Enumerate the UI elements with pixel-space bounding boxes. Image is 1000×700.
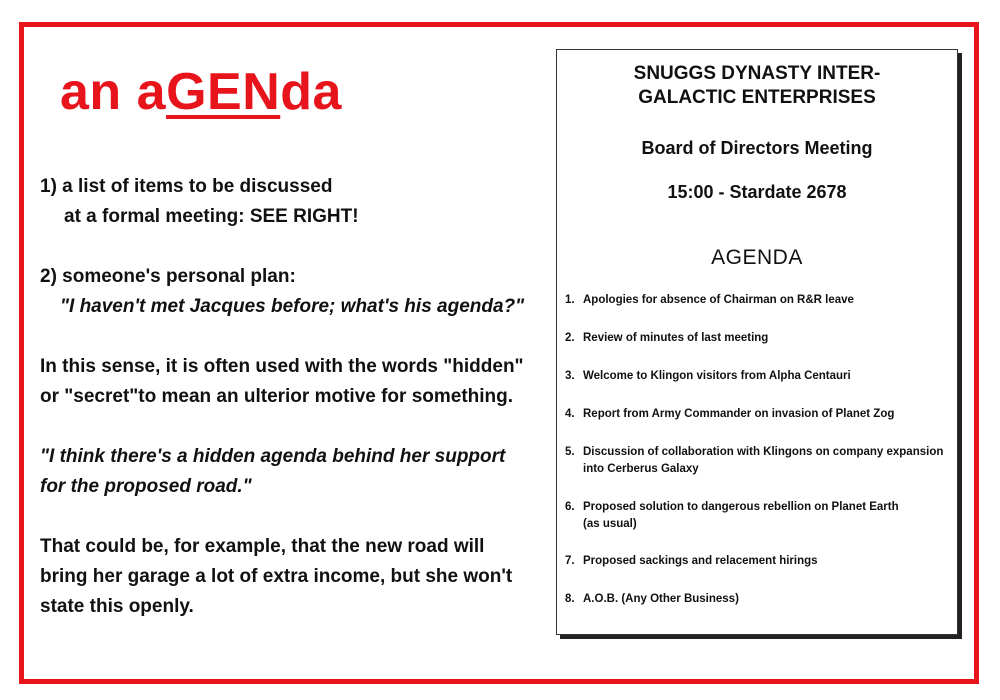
agenda-item-text-continued: into Cerberus Galaxy	[583, 463, 699, 475]
agenda-item-number: 2.	[565, 332, 575, 344]
agenda-item-text: Welcome to Klingon visitors from Alpha Centauri	[583, 370, 851, 382]
agenda-document	[556, 49, 958, 635]
sense-line-1: In this sense, it is often used with the words "hidden"	[40, 356, 524, 377]
meeting-time: 15:00 - Stardate 2678	[667, 182, 847, 202]
agenda-item-number: 6.	[565, 501, 575, 513]
agenda-item-number: 1.	[565, 294, 575, 306]
agenda-heading: AGENDA	[711, 246, 803, 269]
agenda-item-number: 5.	[565, 446, 575, 458]
definition-2-example: "I haven't met Jacques before; what's his agenda?"	[60, 296, 525, 317]
definition-1	[40, 172, 359, 232]
definition-1-line-1: 1) a list of items to be discussed	[40, 176, 333, 197]
title-underlined-syllable: GEN	[166, 63, 281, 121]
company-name	[557, 62, 957, 110]
agenda-item	[565, 292, 951, 309]
sense-line-2: or "secret"to mean an ulterior motive for something.	[40, 386, 514, 407]
company-name-line-1: SNUGGS DYNASTY INTER-	[633, 63, 881, 84]
example-sentence	[40, 442, 505, 502]
definition-1-line-2: at a formal meeting: SEE RIGHT!	[64, 206, 359, 227]
agenda-item-text: Report from Army Commander on invasion of Planet Zog	[583, 408, 895, 420]
agenda-item-number: 3.	[565, 370, 575, 382]
explain-line-2: bring her garage a lot of extra income, but she won't	[40, 566, 513, 587]
example-explanation	[40, 532, 512, 622]
sense-explanation	[40, 352, 524, 412]
agenda-item-number: 8.	[565, 593, 575, 605]
title-suffix: da	[280, 63, 342, 121]
agenda-item-text: A.O.B. (Any Other Business)	[583, 593, 739, 605]
title-prefix: an a	[60, 63, 167, 121]
agenda-item-text: Proposed sackings and relacement hirings	[583, 555, 818, 567]
explain-line-1: That could be, for example, that the new road will	[40, 536, 485, 557]
agenda-item-text-continued: (as usual)	[583, 518, 637, 530]
explain-line-3: state this openly.	[40, 596, 194, 617]
agenda-item	[565, 444, 951, 478]
definition-2-line-1: 2) someone's personal plan:	[40, 266, 296, 287]
agenda-item	[565, 499, 951, 533]
agenda-item	[565, 406, 951, 423]
example-line-2: for the proposed road."	[40, 476, 252, 497]
company-name-line-2: GALACTIC ENTERPRISES	[638, 87, 876, 108]
agenda-item	[565, 553, 951, 570]
agenda-item-number: 7.	[565, 555, 575, 567]
agenda-item	[565, 591, 951, 608]
agenda-item-text: Discussion of collaboration with Klingons on company expansion	[583, 446, 944, 458]
definition-2	[40, 262, 524, 322]
agenda-item	[565, 368, 951, 385]
example-line-1: "I think there's a hidden agenda behind her support	[40, 446, 506, 467]
agenda-item-text: Proposed solution to dangerous rebellion on Planet Earth	[583, 501, 899, 513]
agenda-item	[565, 330, 951, 347]
agenda-item-number: 4.	[565, 408, 575, 420]
meeting-title: Board of Directors Meeting	[641, 138, 873, 158]
agenda-item-text: Review of minutes of last meeting	[583, 332, 769, 344]
agenda-item-text: Apologies for absence of Chairman on R&R leave	[583, 294, 854, 306]
slide-title	[60, 63, 342, 121]
